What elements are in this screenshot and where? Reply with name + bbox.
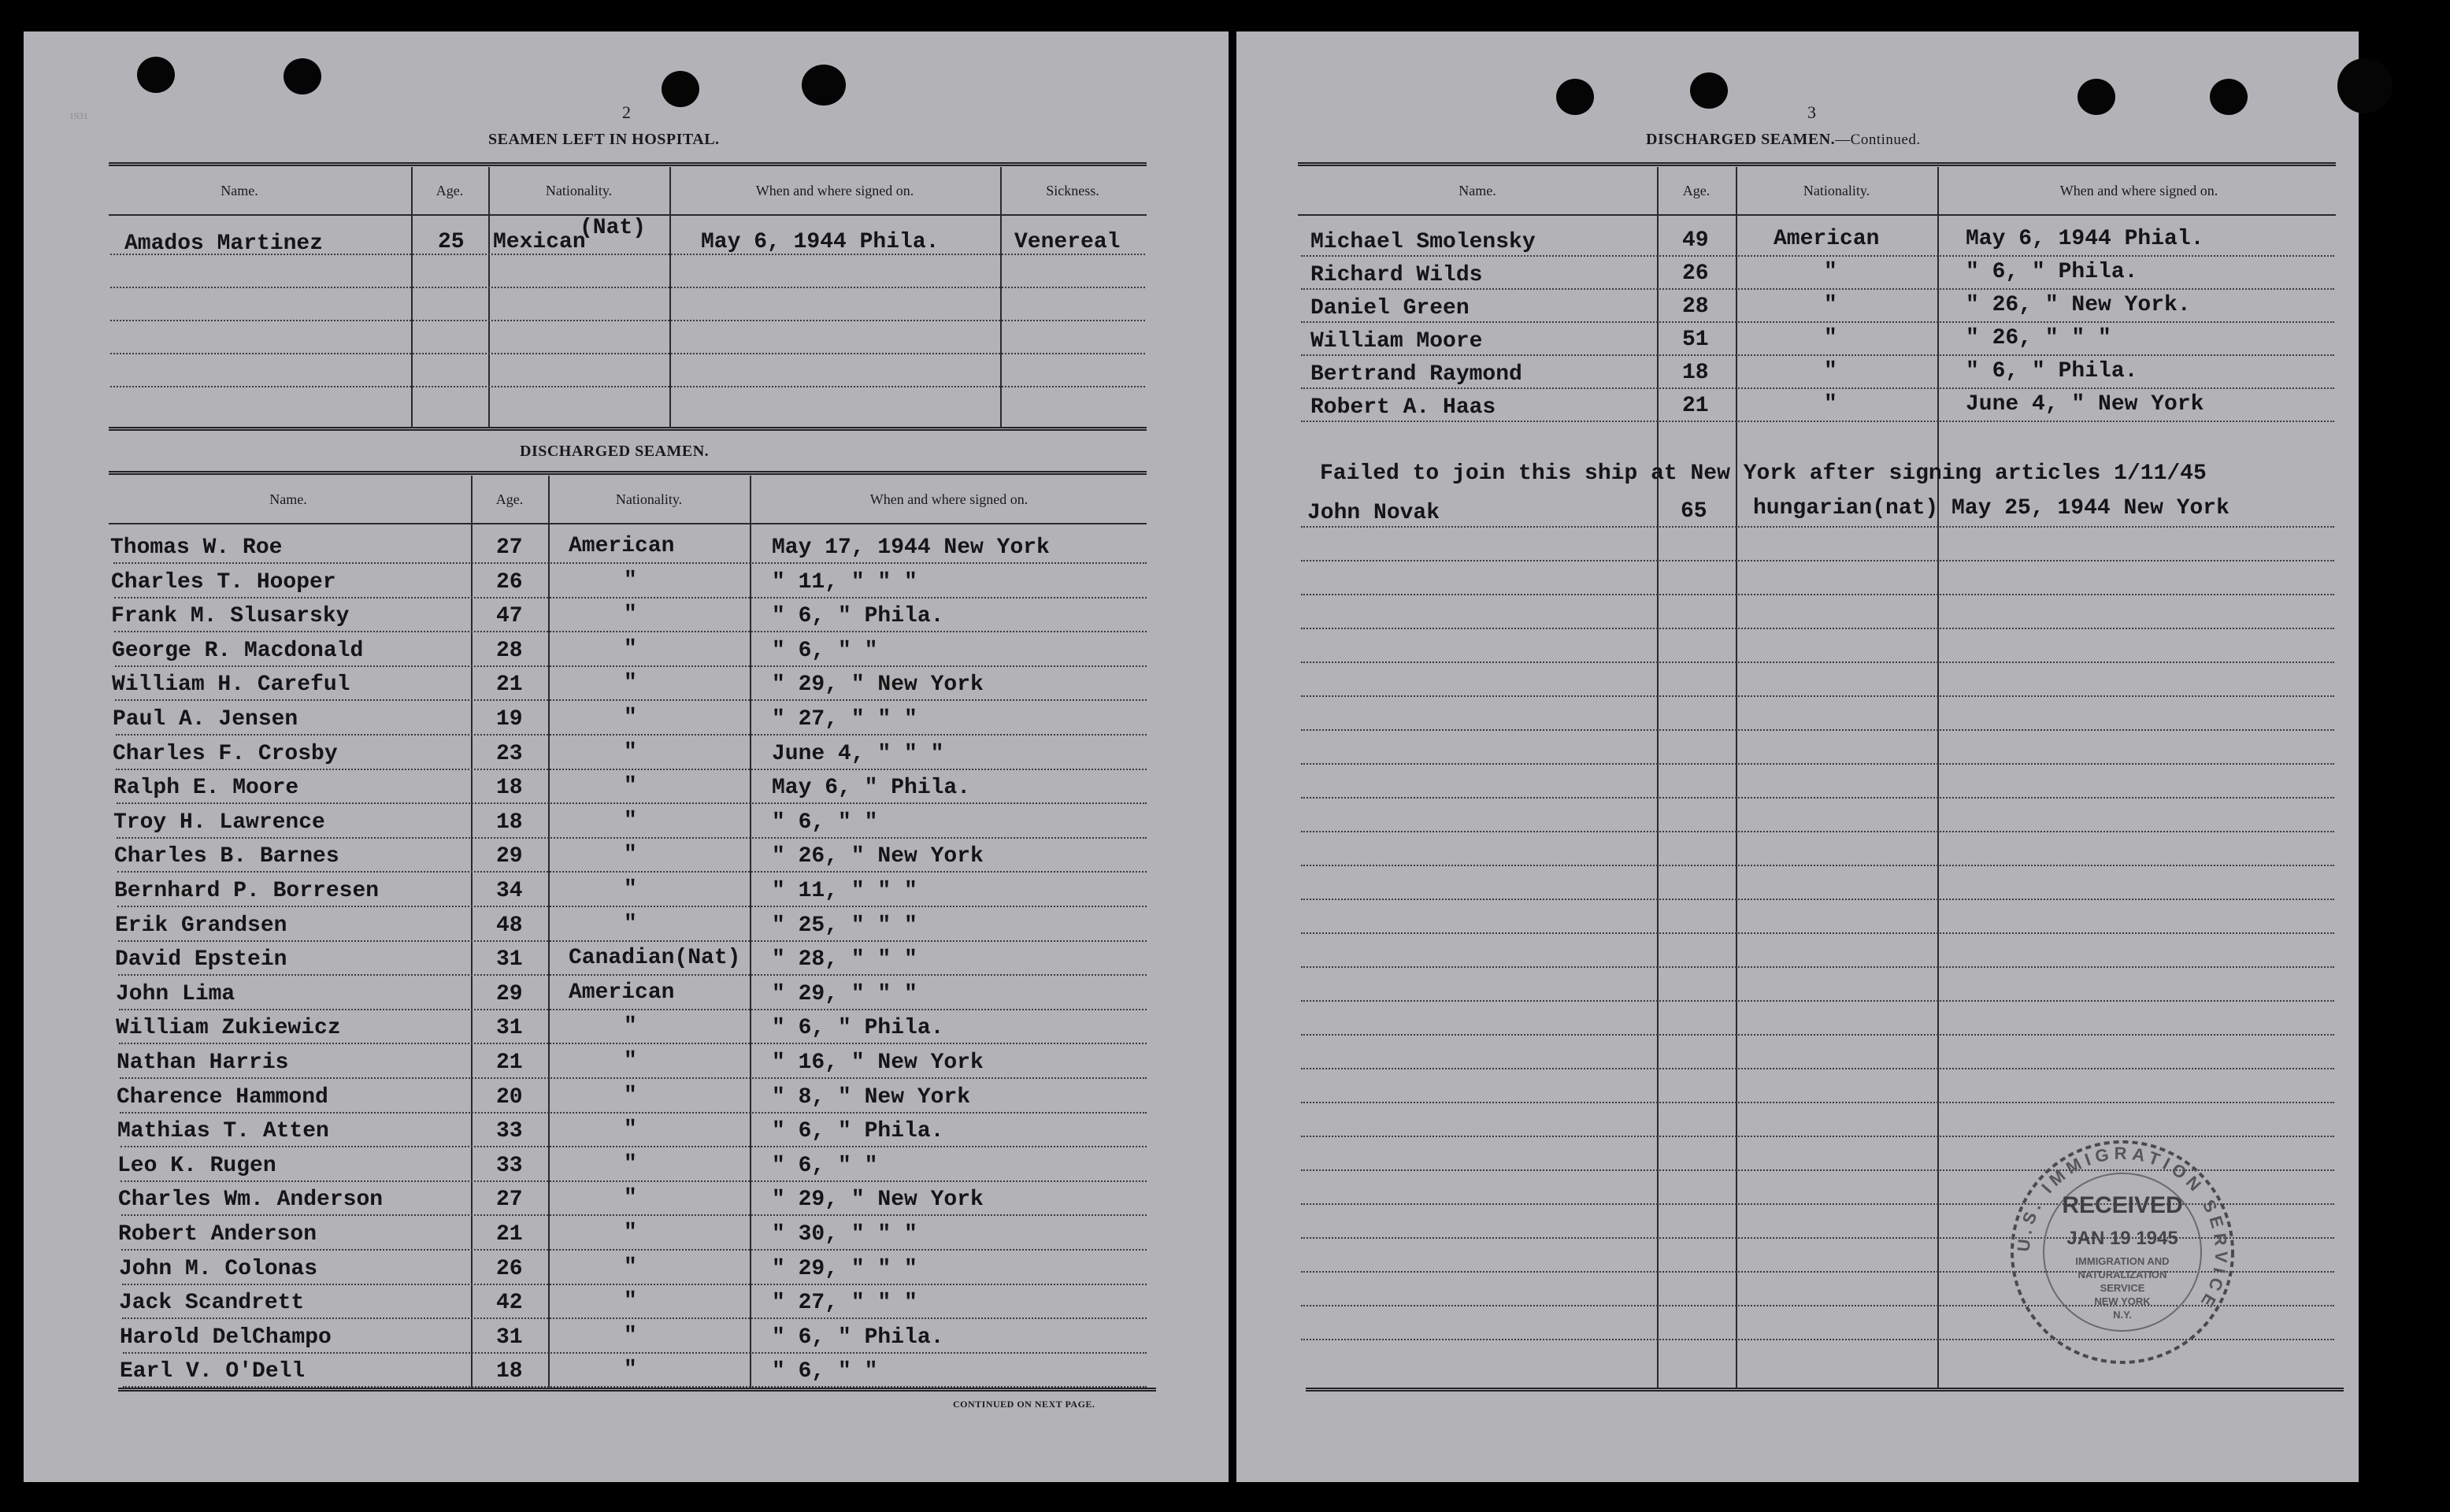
ruled-line (122, 1317, 1147, 1319)
ruled-line (115, 699, 1147, 701)
ruled-line (1301, 695, 2334, 697)
ruled-line (1301, 966, 2334, 968)
discharged-age: 27 (496, 536, 523, 560)
discharged-age: 31 (496, 1325, 523, 1350)
ruled-line (123, 1352, 1147, 1354)
ruled-line (115, 665, 1147, 667)
ruled-line (110, 353, 1145, 354)
discharged-nationality: " (624, 569, 637, 593)
discharged-name: Thomas W. Roe (110, 536, 283, 560)
ruled-line (117, 837, 1147, 839)
discharged-age: 47 (496, 604, 523, 628)
continued-age: 49 (1682, 228, 1709, 253)
discharged-age: 18 (496, 776, 523, 800)
discharged-name: Nathan Harris (117, 1051, 289, 1075)
discharged-name: Bernhard P. Borresen (114, 879, 380, 903)
discharged-signed-on: " 16, " New York (772, 1051, 984, 1075)
discharged-nationality: " (624, 1324, 637, 1348)
stamp-line: NEW YORK (2094, 1295, 2151, 1307)
ruled-line (1301, 560, 2334, 561)
discharged-age: 33 (496, 1154, 523, 1178)
discharged-name: Charles F. Crosby (113, 742, 338, 766)
ruled-line (1301, 628, 2334, 629)
discharged-signed-on: " 6, " Phila. (772, 1119, 944, 1143)
rule (1306, 1388, 2344, 1392)
continued-name: Richard Wilds (1310, 263, 1483, 287)
continued-signed-on: " 6, " Phila. (1966, 260, 2138, 284)
hospital-nationality: Mexican (493, 230, 586, 254)
ruled-line (116, 769, 1147, 770)
stamp-line: SERVICE (2100, 1282, 2145, 1294)
discharged-age: 33 (496, 1119, 523, 1143)
continued-age: 26 (1682, 261, 1709, 286)
discharged-name: John Lima (116, 982, 235, 1006)
ruled-line (1301, 831, 2334, 832)
hospital-section-title: SEAMEN LEFT IN HOSPITAL. (488, 131, 720, 148)
discharged-name: Troy H. Lawrence (113, 810, 325, 835)
continued-nationality: " (1824, 392, 1837, 417)
discharged-signed-on: " 29, " New York (772, 1188, 984, 1212)
ruled-line (117, 906, 1147, 907)
hospital-age: 25 (438, 230, 465, 254)
ruled-line (114, 631, 1147, 632)
discharged-nationality: " (624, 877, 637, 902)
discharged-age: 19 (496, 707, 523, 732)
ruled-line (1301, 526, 2334, 528)
discharged-age: 20 (496, 1085, 523, 1110)
rule (109, 427, 1147, 431)
discharged-nationality: " (624, 809, 637, 833)
discharged-continued-title: DISCHARGED SEAMEN.—Continued. (1646, 131, 1921, 148)
column-divider (1937, 167, 1939, 1389)
stamp-date: JAN 19 1945 (2066, 1228, 2178, 1249)
discharged-signed-on: " 29, " " " (772, 982, 917, 1006)
continued-name: Michael Smolensky (1310, 230, 1536, 254)
failed-row-details: hungarian(nat) May 25, 1944 New York (1753, 496, 2229, 521)
ruled-line (118, 940, 1147, 942)
discharged-age: 26 (496, 1257, 523, 1281)
stamp-line: NATURALIZATION (2077, 1269, 2167, 1280)
discharged-name: Frank M. Slusarsky (111, 604, 350, 628)
ruled-line (114, 597, 1147, 598)
ruled-line (1301, 932, 2334, 934)
continued-age: 18 (1682, 361, 1709, 385)
punch-hole (662, 71, 699, 107)
failed-to-join-note: Failed to join this ship at New York after signing articles 1/11/45 (1320, 461, 2207, 486)
discharged-section-title: DISCHARGED SEAMEN. (520, 443, 710, 460)
ruled-line (116, 734, 1147, 736)
discharged-signed-on: " 25, " " " (772, 914, 917, 938)
continued-nationality: " (1824, 359, 1837, 384)
discharged-nationality: " (624, 912, 637, 936)
discharged-signed-on: " 8, " New York (772, 1085, 971, 1110)
discharged-name: David Epstein (115, 947, 287, 972)
ruled-line (1301, 865, 2334, 866)
discharged-signed-on: " 6, " " (772, 1154, 878, 1178)
column-divider (488, 167, 490, 428)
discharged-age: 29 (496, 982, 523, 1006)
stamp-ring-text: U.S. IMMIGRATION SERVICE (2013, 1143, 2232, 1315)
ruled-line (120, 1146, 1147, 1147)
ruled-line (110, 386, 1145, 387)
ruled-line (1301, 899, 2334, 900)
ruled-line (118, 974, 1147, 976)
ruled-line (120, 1077, 1147, 1079)
ruled-line (1301, 763, 2334, 765)
column-divider (548, 476, 550, 1389)
discharged-nationality: " (624, 1255, 637, 1280)
continued-nationality: " (1824, 326, 1837, 350)
hospital-signed-on: May 6, 1944 Phila. (701, 230, 940, 254)
column-divider (669, 167, 671, 428)
discharged-nationality: " (624, 706, 637, 730)
header-age: Age. (436, 183, 464, 198)
discharged-name: William H. Careful (112, 673, 350, 697)
discharged-signed-on: " 27, " " " (772, 1291, 917, 1315)
discharged-nationality: " (624, 1186, 637, 1210)
discharged-age: 18 (496, 810, 523, 835)
hospital-sickness: Venereal (1014, 230, 1121, 254)
discharged-nationality: " (624, 602, 637, 627)
discharged-signed-on: May 6, " Phila. (772, 776, 971, 800)
discharged-signed-on: May 17, 1944 New York (772, 536, 1050, 560)
discharged-nationality: " (624, 1289, 637, 1314)
ruled-line (1301, 662, 2334, 663)
column-divider (471, 476, 473, 1389)
discharged-signed-on: " 27, " " " (772, 707, 917, 732)
discharged-nationality: " (624, 1358, 637, 1382)
corner-print: 1931 (69, 110, 88, 121)
discharged-age: 48 (496, 914, 523, 938)
rule (1298, 214, 2336, 216)
punch-hole (802, 65, 846, 106)
header-nationality: Nationality. (1803, 183, 1870, 198)
column-divider (1000, 167, 1002, 428)
continued-signed-on: " 26, " " " (1966, 326, 2111, 350)
ruled-line (122, 1284, 1147, 1285)
discharged-name: Earl V. O'Dell (120, 1359, 306, 1384)
continued-name: Daniel Green (1310, 296, 1470, 321)
header-signed-on: When and where signed on. (2059, 183, 2218, 198)
discharged-signed-on: " 29, " " " (772, 1257, 917, 1281)
continued-footer: CONTINUED ON NEXT PAGE. (953, 1399, 1095, 1410)
punch-hole (284, 58, 321, 94)
ruled-line (1301, 1102, 2334, 1103)
discharged-age: 21 (496, 1222, 523, 1247)
discharged-age: 26 (496, 570, 523, 595)
discharged-signed-on: " 6, " " (772, 810, 878, 835)
ruled-line (1301, 354, 2334, 356)
ruled-line (117, 871, 1147, 873)
header-age: Age. (1682, 183, 1711, 198)
header-sickness: Sickness. (1046, 183, 1099, 198)
discharged-name: Charles B. Barnes (114, 844, 339, 869)
ruled-line (1301, 387, 2334, 389)
discharged-nationality: American (569, 534, 675, 558)
ruled-line (1301, 1068, 2334, 1069)
discharged-signed-on: " 29, " New York (772, 673, 984, 697)
discharged-name: Harold DelChampo (120, 1325, 332, 1350)
ruled-line (1301, 1000, 2334, 1002)
received-stamp (2004, 1134, 2241, 1370)
ruled-line (119, 1009, 1147, 1010)
discharged-name: Robert Anderson (118, 1222, 317, 1247)
discharged-name: Leo K. Rugen (117, 1154, 276, 1178)
ruled-line (1301, 421, 2334, 422)
ruled-line (1301, 1034, 2334, 1036)
discharged-nationality: " (624, 1084, 637, 1108)
discharged-name: George R. Macdonald (112, 639, 364, 663)
continued-name: William Moore (1310, 329, 1483, 354)
discharged-nationality: American (569, 980, 675, 1005)
discharged-name: Charence Hammond (117, 1085, 328, 1110)
discharged-name: Charles T. Hooper (111, 570, 336, 595)
continued-age: 28 (1682, 295, 1709, 319)
header-name: Name. (1459, 183, 1496, 198)
discharged-age: 18 (496, 1359, 523, 1384)
header-age: Age. (495, 491, 524, 507)
ruled-line (120, 1112, 1147, 1114)
header-signed-on: When and where signed on. (869, 491, 1029, 507)
continued-nationality: American (1774, 227, 1880, 251)
ruled-line (121, 1214, 1147, 1216)
column-divider (1736, 167, 1737, 1389)
header-nationality: Nationality. (615, 491, 683, 507)
discharged-nationality: " (624, 1049, 637, 1073)
continued-nationality: " (1824, 260, 1837, 284)
discharged-signed-on: June 4, " " " (772, 742, 944, 766)
discharged-name: Ralph E. Moore (113, 776, 299, 800)
ruled-line (1301, 797, 2334, 799)
header-nationality: Nationality. (545, 183, 613, 198)
discharged-signed-on: " 28, " " " (772, 947, 917, 972)
discharged-signed-on: " 30, " " " (772, 1222, 917, 1247)
discharged-nationality: " (624, 843, 637, 867)
hospital-name: Amados Martinez (124, 232, 324, 256)
continued-name: Bertrand Raymond (1310, 362, 1522, 387)
discharged-age: 27 (496, 1188, 523, 1212)
discharged-name: Jack Scandrett (119, 1291, 305, 1315)
rule (109, 523, 1147, 524)
discharged-age: 21 (496, 1051, 523, 1075)
continued-signed-on: " 26, " New York. (1966, 293, 2191, 317)
discharged-nationality: " (624, 1014, 637, 1039)
stamp-line: N.Y. (2113, 1309, 2132, 1321)
discharged-signed-on: " 6, " Phila. (772, 1016, 944, 1040)
discharged-signed-on: " 11, " " " (772, 570, 917, 595)
discharged-name: John M. Colonas (119, 1257, 318, 1281)
header-name: Name. (221, 183, 258, 198)
discharged-signed-on: " 26, " New York (772, 844, 984, 869)
discharged-age: 28 (496, 639, 523, 663)
discharged-age: 31 (496, 1016, 523, 1040)
discharged-signed-on: " 6, " Phila. (772, 1325, 944, 1350)
ruled-line (110, 320, 1145, 321)
discharged-nationality: " (624, 774, 637, 799)
ruled-line (113, 562, 1147, 564)
column-divider (411, 167, 413, 428)
continued-age: 51 (1682, 328, 1709, 352)
discharged-nationality: " (624, 1152, 637, 1177)
ruled-line (1301, 288, 2334, 290)
punch-hole (1690, 72, 1728, 109)
discharged-nationality: " (624, 740, 637, 765)
column-divider (1657, 167, 1659, 1389)
column-divider (750, 476, 751, 1389)
rule (109, 162, 1147, 166)
discharged-age: 21 (496, 673, 523, 697)
punch-hole (137, 57, 175, 93)
discharged-name: Paul A. Jensen (113, 707, 298, 732)
punch-hole (2210, 79, 2248, 115)
page-corner-notch (2337, 58, 2393, 113)
discharged-nationality: Canadian(Nat) (569, 946, 741, 970)
continued-name: Robert A. Haas (1310, 395, 1496, 420)
discharged-signed-on: " 6, " " (772, 639, 878, 663)
ruled-line (123, 1386, 1147, 1388)
rule (1298, 162, 2336, 166)
ruled-line (120, 1180, 1147, 1182)
page-number: 3 (1807, 102, 1816, 122)
stamp-received: RECEIVED (2062, 1192, 2183, 1218)
punch-hole (2077, 79, 2115, 115)
discharged-name: Mathias T. Atten (117, 1119, 329, 1143)
ruled-line (121, 1249, 1147, 1251)
discharged-age: 29 (496, 844, 523, 869)
rule (109, 471, 1147, 475)
ruled-line (117, 802, 1147, 804)
page-number: 2 (622, 102, 631, 122)
discharged-nationality: " (624, 1117, 637, 1142)
failed-row-age: 65 (1681, 499, 1707, 524)
ruled-line (1301, 729, 2334, 731)
discharged-age: 31 (496, 947, 523, 972)
punch-hole (1556, 79, 1594, 115)
ruled-line (110, 287, 1145, 288)
hospital-nat-note: (Nat) (580, 216, 647, 240)
discharged-name: Charles Wm. Anderson (118, 1188, 384, 1212)
stamp-line: IMMIGRATION AND (2075, 1255, 2170, 1267)
discharged-name: Erik Grandsen (115, 914, 287, 938)
discharged-signed-on: " 11, " " " (772, 879, 917, 903)
discharged-signed-on: " 6, " " (772, 1359, 878, 1384)
continued-signed-on: May 6, 1944 Phial. (1966, 227, 2204, 251)
header-signed-on: When and where signed on. (755, 183, 914, 198)
continued-nationality: " (1824, 293, 1837, 317)
header-name: Name. (269, 491, 307, 507)
discharged-age: 34 (496, 879, 523, 903)
continued-age: 21 (1682, 394, 1709, 418)
discharged-age: 42 (496, 1291, 523, 1315)
discharged-signed-on: " 6, " Phila. (772, 604, 944, 628)
discharged-name: William Zukiewicz (116, 1016, 341, 1040)
discharged-nationality: " (624, 637, 637, 662)
discharged-nationality: " (624, 671, 637, 695)
continued-signed-on: June 4, " New York (1966, 392, 2204, 417)
ruled-line (1301, 255, 2334, 257)
ruled-line (119, 1043, 1147, 1044)
failed-row-name: John Novak (1307, 501, 1440, 525)
continued-signed-on: " 6, " Phila. (1966, 359, 2138, 384)
rule (118, 1388, 1156, 1392)
ruled-line (1301, 594, 2334, 595)
discharged-age: 23 (496, 742, 523, 766)
discharged-nationality: " (624, 1221, 637, 1245)
ruled-line (1301, 321, 2334, 323)
